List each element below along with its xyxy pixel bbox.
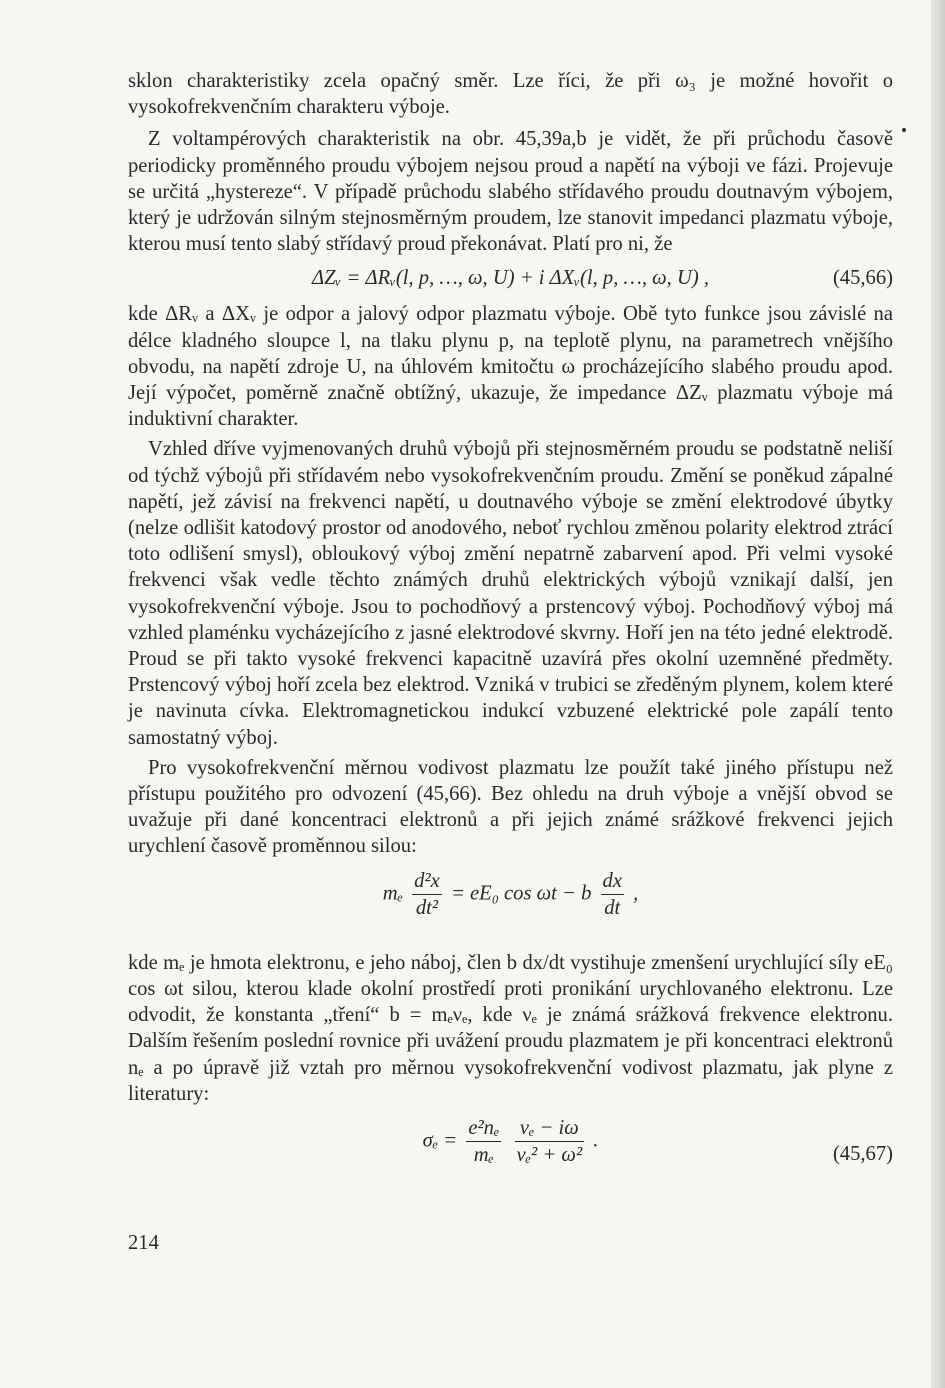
paragraph-5: Pro vysokofrekvenční měrnou vodivost plazmatu lze použít také jiného přístupu než přístupu použitého pro odvození (45,66). Bez ohledu na druh výboje a vnější obvod se uvažuje při dané koncentraci elektronů a při jejich známé srážkové frekvenci jejich urychlení časově proměnnou silou:: [128, 756, 893, 858]
page-number: 214: [128, 1232, 159, 1254]
fraction-denominator: dt²: [415, 896, 439, 919]
fraction-numerator: d²x: [412, 868, 442, 895]
equation-45-66: [128, 257, 893, 301]
equation-45-67-number: (45,67): [832, 1142, 893, 1165]
equation-motion-first-derivative: [601, 868, 624, 921]
equation-motion: [128, 868, 893, 950]
fraction-numerator: dx: [601, 868, 624, 895]
page-spine-shadow: [931, 0, 945, 1388]
fraction-denominator: mₑ: [473, 1144, 494, 1167]
equation-45-67: [128, 1115, 893, 1197]
paragraph-2: Z voltampérových charakteristik na obr. 45,39a,b je vidět, že při průchodu časově periodicky proměnného proudu výbojem nejsou proud a napětí na výboji ve fázi. Projevuje se určitá „hystereze“. V případě průchodu slabého střídavého proudu doutnavým výbojem, který je udržován silným stejnosměrným proudem, lze stanovit impedanci plazmatu výboje, kterou musí tento slabý střídavý proud překonávat. Platí pro ni, že: [128, 128, 893, 256]
equation-45-66-number: (45,66): [832, 267, 893, 290]
equation-45-67-fraction-a: [466, 1115, 501, 1168]
paragraph-4: Vzhled dříve vyjmenovaných druhů výbojů při stejnosměrném proudu se podstatně neliší od týchž výbojů při střídavém nebo vysokofrekvenčním proudu. Změní se poněkud zápalné napětí, jež závisí na frekvenci napětí, u doutnavého výboje se změní elektrodové úbytky (nelze odlišit katodový prostor od anodového, neboť rychlou změnou polarity elektrod ztrácí toto odlišení smysl), obloukový výboj změní nepatrně zabarvení apod. Při velmi vysoké frekvenci však vedle těchto známých druhů elektrických výbojů vznikají další, jen vysokofrekvenční výboje. Jsou to pochodňový a prstencový výboj. Pochodňový výboj má vzhled plaménku vycházejícího z jasné elektrodové skvrny. Hoří jen na této jedné elektrodě. Proud se při takto vysoké frekvenci kapacitně uzavírá přes okolní uzemněné předměty. Prstencový výboj hoří zcela bez elektrod. Vzniká v trubici se zředěným plynem, kolem které je navinuta cívka. Elektromagnetickou indukcí vzbuzené elektrické pole zapálí tento samostatný výboj.: [128, 438, 893, 749]
equation-motion-lhs: mₑ: [382, 882, 403, 905]
equation-45-67-tail: .: [593, 1129, 599, 1152]
paragraph-6: kde mₑ je hmota elektronu, e jeho náboj, člen b dx/dt vystihuje zmenšení urychlující síly eE₀ cos ωt silou, kterou klade okolní prostředí proti pronikání urychlovaného elektronu. Lze odvodit, že konstanta „tření“ b = mₑνₑ, kde νₑ je známá srážková frekvence elektronu. Dalším řešením poslední rovnice při uvážení proudu plazmatem je při koncentraci elektronů nₑ a po úpravě již vztah pro měrnou vysokofrekvenční vodivost plazmatu, jak plyne z literatury:: [128, 951, 893, 1105]
print-speck: [902, 128, 906, 132]
equation-45-67-lhs: σₑ =: [422, 1129, 458, 1152]
equation-45-66-body: ΔZᵥ = ΔRᵥ(l, p, …, ω, U) + i ΔXᵥ(l, p, …, ω, U) ,: [311, 267, 709, 290]
fraction-numerator: e²nₑ: [466, 1115, 501, 1142]
equation-motion-middle: = eE₀ cos ωt − b: [450, 882, 592, 905]
fraction-denominator: νₑ² + ω²: [516, 1144, 583, 1167]
equation-45-67-fraction-b: [515, 1115, 585, 1168]
paragraph-3: kde ΔRᵥ a ΔXᵥ je odpor a jalový odpor plazmatu výboje. Obě tyto funkce jsou závislé na délce kladného sloupce l, na tlaku plynu p, na teplotě plynu, na parametrech vnějšího obvodu, na napětí zdroje U, na úhlovém kmitočtu ω procházejícího slabého proudu apod. Její výpočet, poměrně značně obtížný, ukazuje, že impedance ΔZᵥ plazmatu výboje má induktivní charakter.: [128, 303, 893, 431]
fraction-denominator: dt: [604, 896, 621, 919]
paragraph-1: sklon charakteristiky zcela opačný směr. Lze říci, že při ω₃ je možné hovořit o vysokofrekvenčním charakteru výboje.: [128, 70, 893, 119]
equation-motion-tail: ,: [633, 882, 639, 905]
page-body: [128, 68, 893, 1197]
fraction-numerator: νₑ − iω: [515, 1115, 585, 1142]
equation-motion-second-derivative: [412, 868, 442, 921]
